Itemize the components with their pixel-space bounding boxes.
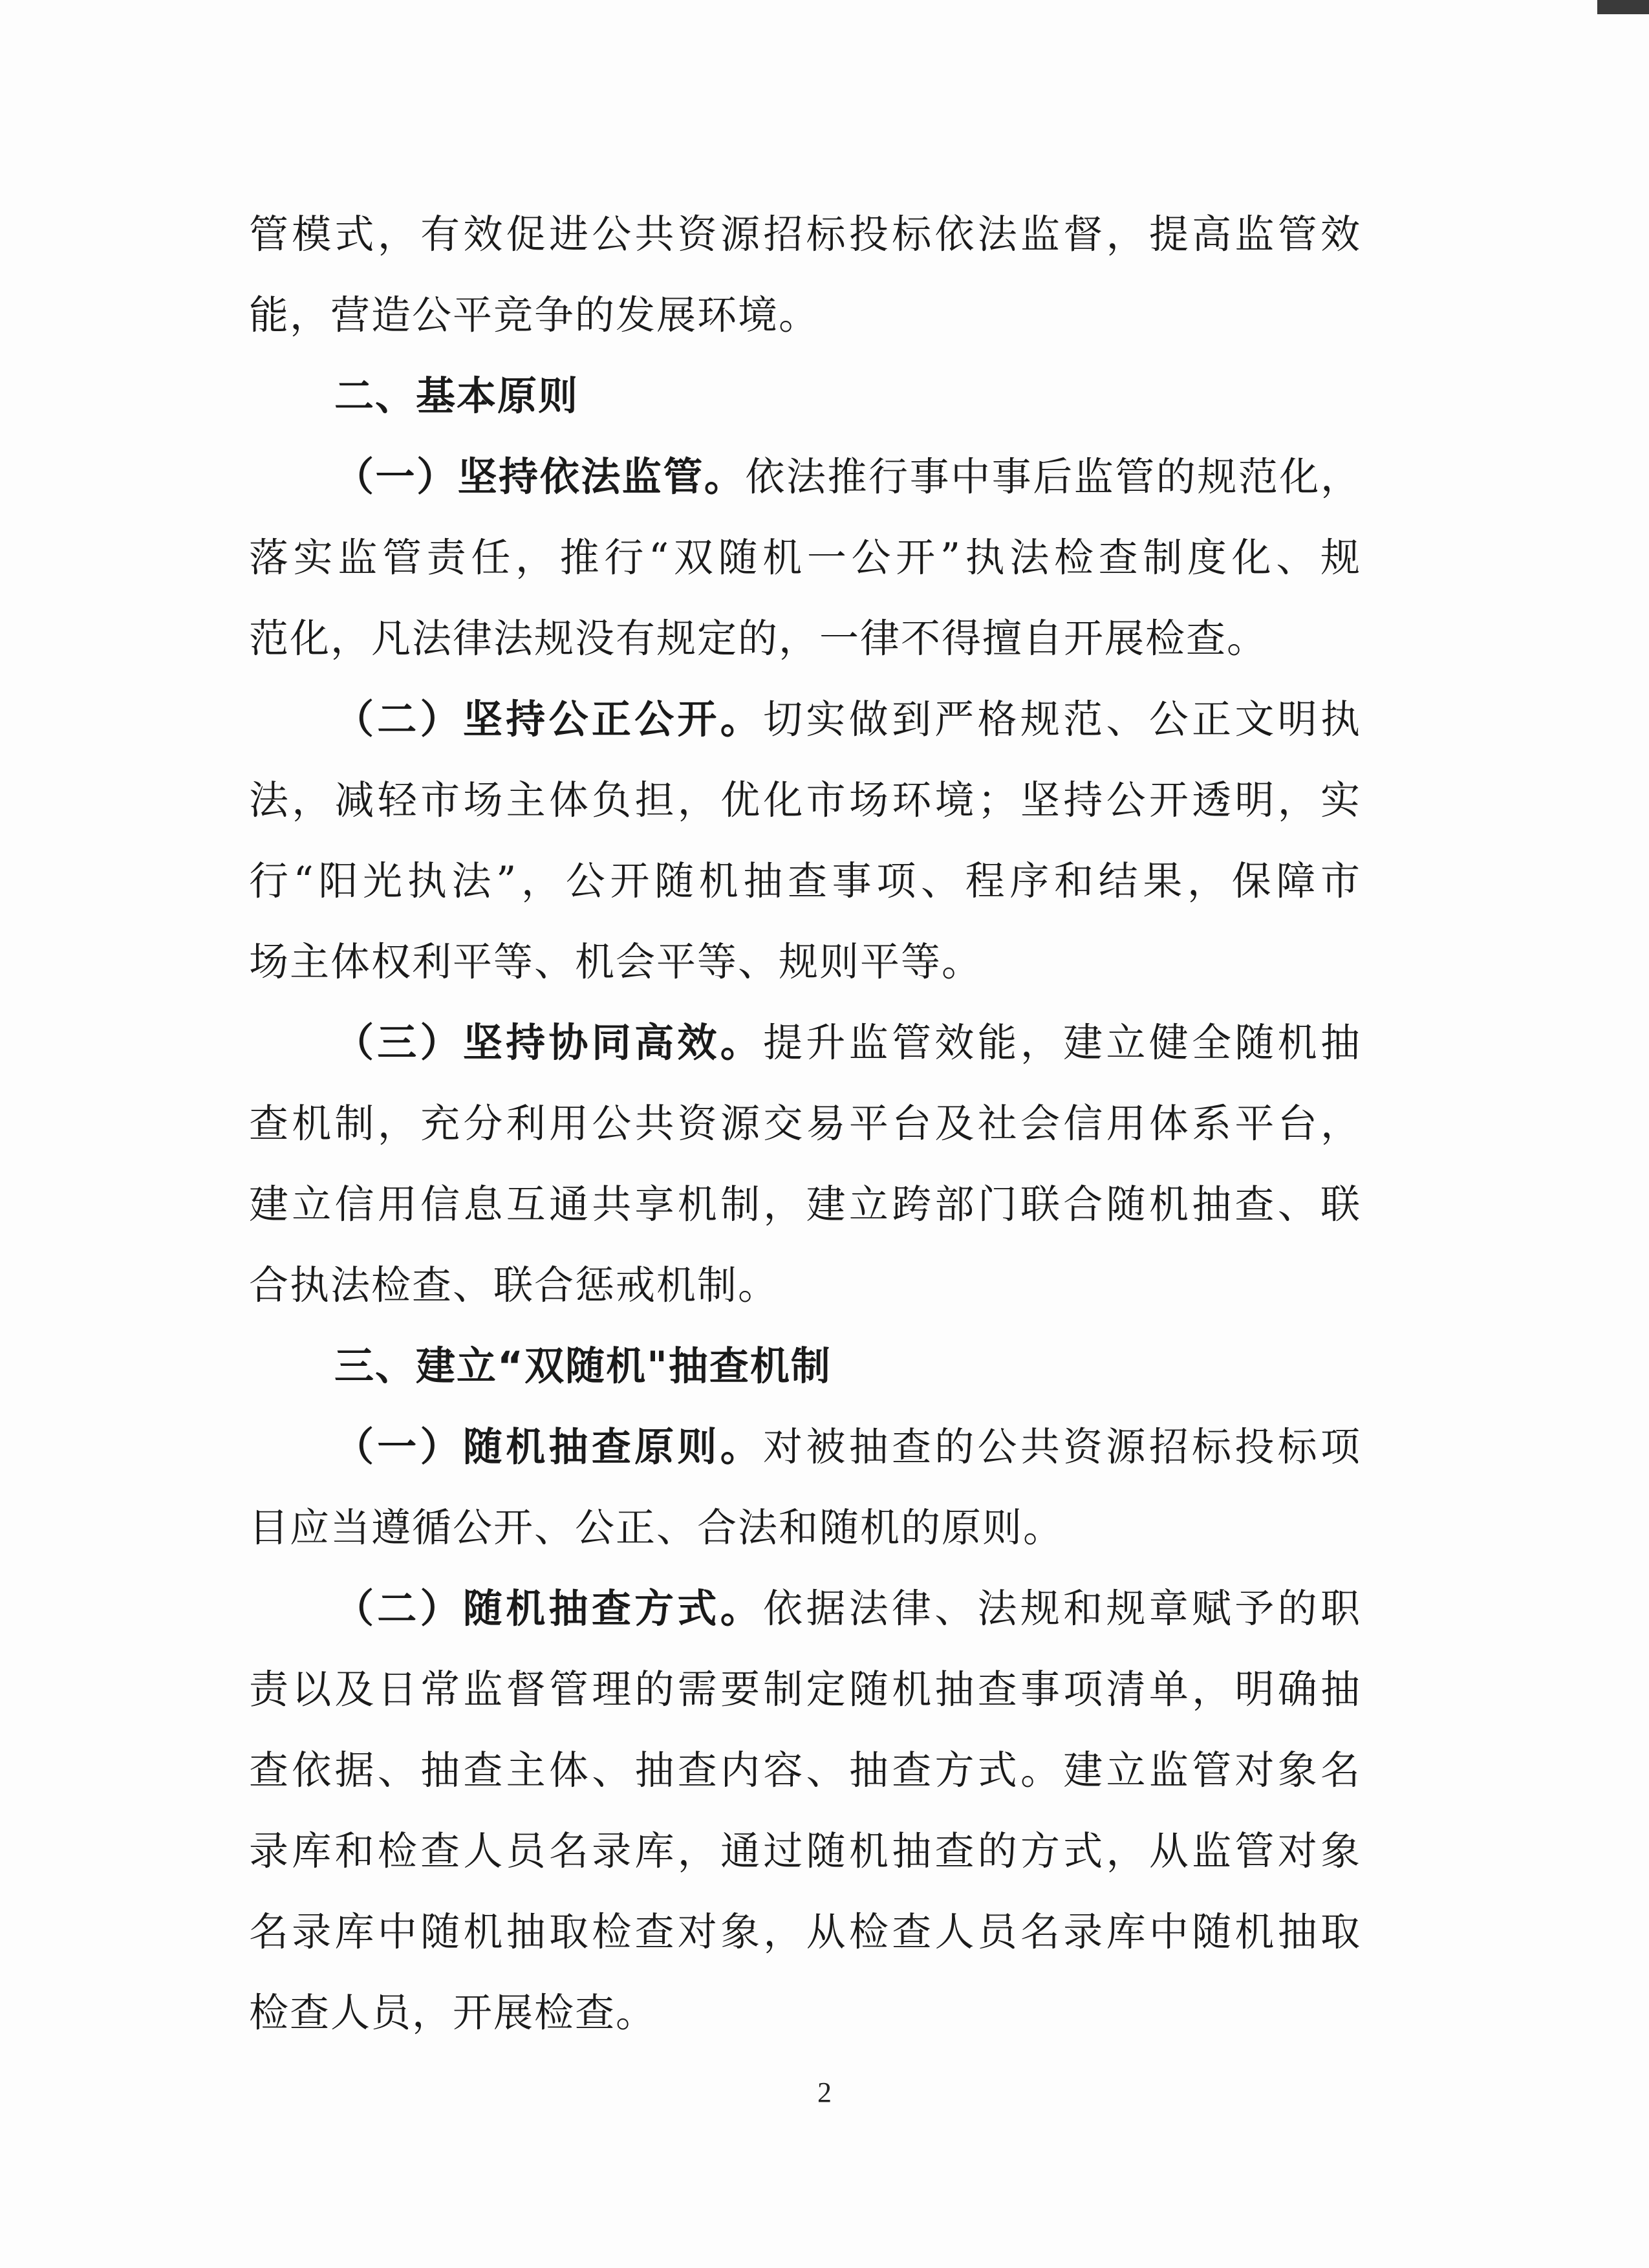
item-first-line: [249, 1002, 1361, 1083]
body-line: 落实监管责任，推行“双随机一公开”执法检查制度化、规: [249, 535, 1361, 581]
item-lead: （二）坚持公正公开。: [334, 697, 764, 742]
document-body: [249, 194, 1361, 2053]
section-heading: 三、建立“双随机"抽查机制: [334, 1343, 832, 1389]
item-text: 切实做到严格规范、公正文明执: [763, 697, 1361, 742]
body-line: 建立信用信息互通共享机制，建立跨部门联合随机抽查、联: [249, 1182, 1361, 1227]
body-line: 范化，凡法律法规没有规定的，一律不得擅自开展检查。: [249, 616, 1268, 662]
item-lead: （一）随机抽查原则。: [334, 1424, 764, 1470]
item-lead: （一）坚持依法监管。: [334, 454, 746, 500]
item-first-line: [249, 437, 1361, 517]
item-text: 提升监管效能，建立健全随机抽: [763, 1020, 1361, 1066]
body-line: 法，减轻市场主体负担，优化市场环境；坚持公开透明，实: [249, 777, 1361, 823]
item-lead: （三）坚持协同高效。: [334, 1020, 764, 1066]
body-line: 责以及日常监督管理的需要制定随机抽查事项清单，明确抽: [249, 1667, 1361, 1712]
body-line: 名录库中随机抽取检查对象，从检查人员名录库中随机抽取: [249, 1909, 1361, 1955]
body-line: 查依据、抽查主体、抽查内容、抽查方式。建立监管对象名: [249, 1747, 1361, 1793]
item-text: 依法推行事中事后监管的规范化，: [745, 454, 1361, 500]
body-line: 查机制，充分利用公共资源交易平台及社会信用体系平台，: [249, 1101, 1361, 1147]
item-text: 依据法律、法规和规章赋予的职: [763, 1586, 1361, 1632]
body-line: 合执法检查、联合惩戒机制。: [249, 1262, 779, 1308]
scan-edge-mark: [1597, 0, 1649, 14]
body-line: 场主体权利平等、机会平等、规则平等。: [249, 939, 983, 985]
body-line: 管模式，有效促进公共资源招标投标依法监督，提高监管效: [249, 211, 1361, 257]
body-line: 录库和检查人员名录库，通过随机抽查的方式，从监管对象: [249, 1828, 1361, 1874]
item-lead: （二）随机抽查方式。: [334, 1586, 764, 1632]
section-heading: 二、基本原则: [334, 373, 579, 419]
body-line: 能，营造公平竞争的发展环境。: [249, 292, 820, 338]
body-line: 目应当遵循公开、公正、合法和随机的原则。: [249, 1505, 1064, 1551]
item-first-line: [249, 1407, 1361, 1487]
page-number: 2: [817, 2077, 832, 2108]
body-line: 检查人员，开展检查。: [249, 1990, 657, 2036]
item-text: 对被抽查的公共资源招标投标项: [763, 1424, 1361, 1470]
item-first-line: [249, 1568, 1361, 1649]
body-line: 行“阳光执法”，公开随机抽查事项、程序和结果，保障市: [249, 858, 1361, 904]
item-first-line: [249, 679, 1361, 760]
